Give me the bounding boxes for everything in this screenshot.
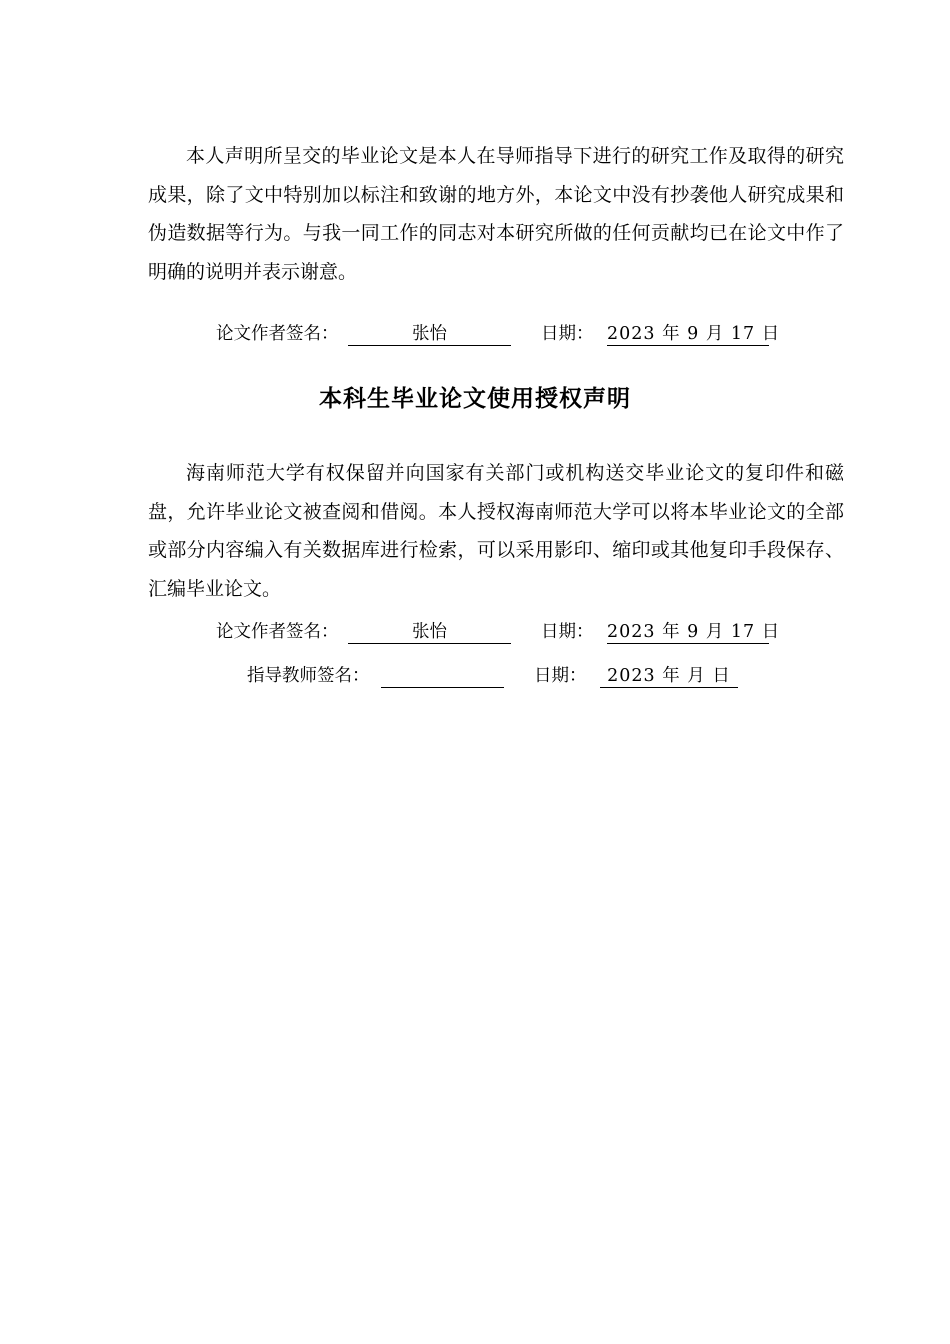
declaration-signature-row	[216, 320, 781, 348]
author-signature-field: 张怡	[348, 320, 511, 346]
advisor-date-field: 2023 年 月 日	[600, 662, 738, 688]
declaration-paragraph: 本人声明所呈交的毕业论文是本人在导师指导下进行的研究工作及取得的研究成果，除了文中特别加以标注和致谢的地方外，本论文中没有抄袭他人研究成果和伪造数据等行为。与我一同工作的同志对本研究所做的任何贡献均已在论文中作了明确的说明并表示谢意。	[148, 145, 844, 283]
date-field: 2023 年 9 月 17 日	[607, 320, 769, 346]
authorization-signature-row	[216, 618, 781, 646]
author-signature-label: 论文作者签名：	[216, 324, 339, 344]
advisor-signature-row	[247, 662, 747, 690]
date-label: 日期：	[541, 622, 594, 642]
advisor-signature-field	[381, 662, 504, 688]
author-signature-field: 张怡	[348, 618, 511, 644]
advisor-signature-label: 指导教师签名：	[247, 666, 370, 686]
author-signature-label: 论文作者签名：	[216, 622, 339, 642]
date-field: 2023 年 9 月 17 日	[607, 618, 769, 644]
date-label: 日期：	[541, 324, 594, 344]
authorization-paragraph: 海南师范大学有权保留并向国家有关部门或机构送交毕业论文的复印件和磁盘，允许毕业论文被查阅和借阅。本人授权海南师范大学可以将本毕业论文的全部或部分内容编入有关数据库进行检索，可以采用影印、缩印或其他复印手段保存、汇编毕业论文。	[148, 462, 844, 600]
authorization-title: 本科生毕业论文使用授权声明	[319, 386, 631, 412]
advisor-date-label: 日期：	[534, 666, 587, 686]
